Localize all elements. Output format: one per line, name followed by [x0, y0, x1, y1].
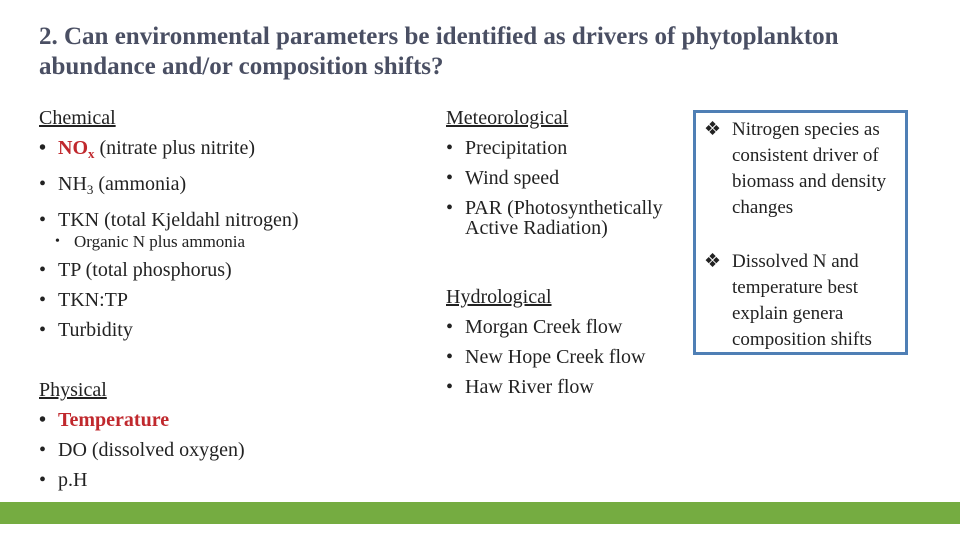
tkn-tp-label: TKN:TP [58, 289, 128, 311]
callout-text-nitrogen: Nitrogen species as consistent driver of biomass and density changes [732, 119, 887, 218]
bullet-icon: • [55, 234, 60, 249]
list-item-nh3 [39, 169, 399, 205]
ph-label: p.H [58, 469, 88, 491]
list-item-new-hope-creek [446, 342, 706, 372]
diamond-bullet-icon: ❖ [704, 119, 722, 140]
bullet-icon: • [39, 259, 47, 281]
organic-n-label: Organic N plus ammonia [74, 232, 246, 251]
bullet-icon: • [446, 376, 454, 398]
nox-subscript: x [88, 146, 95, 161]
bullet-icon: • [39, 173, 47, 195]
list-item-par [446, 193, 665, 238]
bullet-icon: • [446, 316, 454, 338]
slide-title: 2. Can environmental parameters be identified as drivers of phytoplankton abundance and/or composition shifts? [39, 23, 839, 80]
section-gap [39, 345, 399, 375]
list-item-temperature [39, 405, 399, 435]
middle-column [446, 103, 706, 402]
new-hope-creek-label: New Hope Creek flow [465, 346, 646, 368]
list-item-ph [39, 465, 399, 495]
morgan-creek-label: Morgan Creek flow [465, 316, 623, 338]
physical-heading: Physical [39, 379, 107, 401]
callout-item-nitrogen [704, 117, 904, 221]
list-item-wind-speed [446, 163, 706, 193]
bullet-icon: • [446, 197, 454, 219]
nh3-description: (ammonia) [93, 173, 187, 195]
list-subitem-organic-n [39, 233, 399, 251]
hydrological-heading: Hydrological [446, 286, 552, 308]
bullet-icon: • [446, 167, 454, 189]
section-gap [446, 238, 706, 282]
chemical-heading: Chemical [39, 107, 116, 129]
list-item-haw-river [446, 372, 706, 402]
bullet-icon: • [39, 439, 47, 461]
list-item-nox [39, 133, 399, 169]
bullet-icon: • [446, 137, 454, 159]
nh3-subscript: 3 [86, 182, 94, 197]
bullet-icon: • [39, 209, 47, 231]
findings-callout-box [693, 110, 908, 355]
bullet-icon: • [39, 137, 47, 159]
nox-description: (nitrate plus nitrite) [94, 137, 256, 159]
meteorological-list [446, 133, 706, 238]
list-item-morgan-creek [446, 312, 706, 342]
nox-label: NO [58, 137, 88, 159]
par-label: PAR (Photosynthetically Active Radiation) [465, 197, 663, 239]
hydrological-list [446, 312, 706, 402]
tkn-label: TKN (total Kjeldahl nitrogen) [58, 209, 299, 231]
diamond-bullet-icon: ❖ [704, 251, 722, 272]
bullet-icon: • [39, 289, 47, 311]
callout-item-dissolved-n [704, 249, 904, 353]
bullet-icon: • [39, 409, 47, 431]
nh3-label: NH [58, 173, 87, 195]
bullet-icon: • [446, 346, 454, 368]
footer-accent-bar [0, 502, 960, 524]
bullet-icon: • [39, 469, 47, 491]
callout-text-dissolved-n: Dissolved N and temperature best explain genera composition shifts [732, 251, 872, 350]
meteorological-heading: Meteorological [446, 107, 569, 129]
list-item-tkn [39, 205, 399, 235]
list-item-tp [39, 255, 399, 285]
temperature-label: Temperature [58, 409, 170, 431]
tp-label: TP (total phosphorus) [58, 259, 232, 281]
list-item-do [39, 435, 399, 465]
precipitation-label: Precipitation [465, 137, 568, 159]
chemical-list [39, 133, 399, 345]
bullet-icon: • [39, 319, 47, 341]
haw-river-label: Haw River flow [465, 376, 594, 398]
list-item-turbidity [39, 315, 399, 345]
list-item-precipitation [446, 133, 706, 163]
left-column [39, 103, 399, 495]
physical-list [39, 405, 399, 495]
wind-speed-label: Wind speed [465, 167, 560, 189]
turbidity-label: Turbidity [58, 319, 133, 341]
list-item-tkn-tp [39, 285, 399, 315]
do-label: DO (dissolved oxygen) [58, 439, 245, 461]
